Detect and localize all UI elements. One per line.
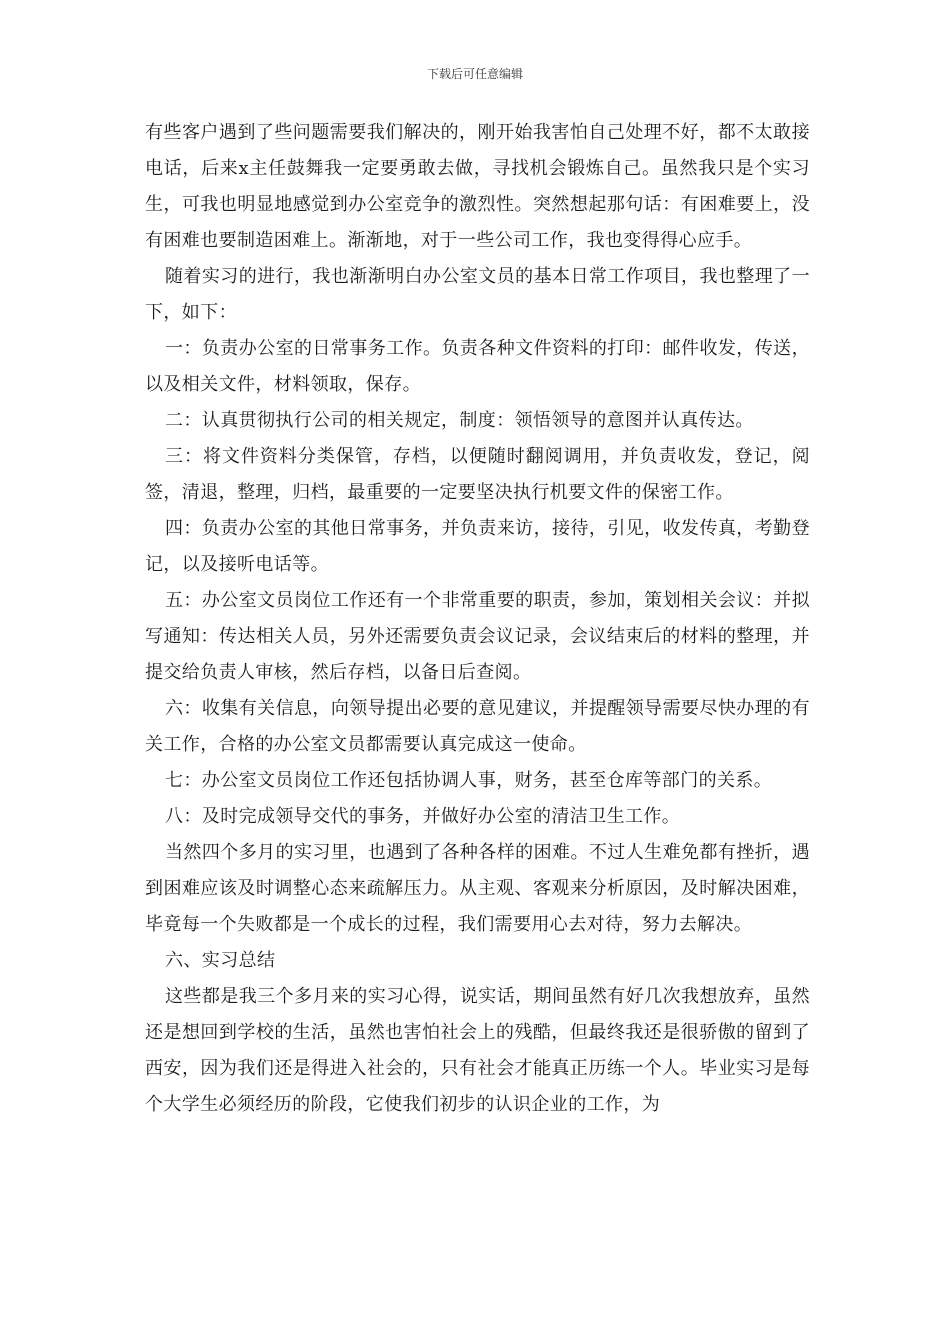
paragraph-summary: 这些都是我三个多月来的实习心得，说实话，期间虽然有好几次我想放弃，虽然还是想回到学校的生活，虽然也害怕社会上的残酷，但最终我还是很骄傲的留到了西安，因为我们还是得进入社会的，只有社会才能真正历练一个人。毕业实习是每个大学生必须经历的阶段，它使我们初步的认识企业的工作，为 bbox=[145, 986, 810, 1115]
paragraph-difficulties: 当然四个多月的实习里，也遇到了各种各样的困难。不过人生难免都有挫折，遇到困难应该及时调整心态来疏解压力。从主观、客观来分析原因，及时解决困难，毕竟每一个失败都是一个成长的过程，我们需要用心去对待，努力去解决。 bbox=[145, 842, 810, 935]
list-item-3: 三：将文件资料分类保管，存档，以便随时翻阅调用，并负责收发，登记，阅签，清退，整理，归档，最重要的一定要坚决执行机要文件的保密工作。 bbox=[145, 446, 810, 503]
list-item-2: 二：认真贯彻执行公司的相关规定，制度：领悟领导的意图并认真传达。 bbox=[165, 410, 754, 431]
page-header: 下载后可任意编辑 bbox=[426, 67, 523, 81]
list-item-1: 一：负责办公室的日常事务工作。负责各种文件资料的打印：邮件收发，传送，以及相关文件，材料领取，保存。 bbox=[145, 338, 810, 395]
list-item-4: 四：负责办公室的其他日常事务，并负责来访，接待，引见，收发传真，考勤登记，以及接听电话等。 bbox=[145, 518, 810, 575]
document-body bbox=[145, 115, 810, 1123]
list-item-5: 五：办公室文员岗位工作还有一个非常重要的职责，参加，策划相关会议：并拟写通知：传达相关人员，另外还需要负责会议记录，会议结束后的材料的整理，并提交给负责人审核，然后存档，以备日后查阅。 bbox=[145, 590, 810, 683]
list-item-6: 六：收集有关信息，向领导提出必要的意见建议，并提醒领导需要尽快办理的有关工作，合格的办公室文员都需要认真完成这一使命。 bbox=[145, 698, 810, 755]
section-heading-summary: 六、实习总结 bbox=[165, 950, 276, 971]
paragraph-1: 有些客户遇到了些问题需要我们解决的，刚开始我害怕自己处理不好，都不太敢接电话，后来x主任鼓舞我一定要勇敢去做，寻找机会锻炼自己。虽然我只是个实习生，可我也明显地感觉到办公室竞争的激烈性。突然想起那句话：有困难要上，没有困难也要制造困难上。渐渐地，对于一些公司工作，我也变得得心应手。 bbox=[145, 122, 810, 251]
list-item-7: 七：办公室文员岗位工作还包括协调人事，财务，甚至仓库等部门的关系。 bbox=[165, 770, 773, 791]
list-item-8: 八：及时完成领导交代的事务，并做好办公室的清洁卫生工作。 bbox=[165, 806, 681, 827]
paragraph-2: 随着实习的进行，我也渐渐明白办公室文员的基本日常工作项目，我也整理了一下，如下： bbox=[145, 266, 810, 323]
